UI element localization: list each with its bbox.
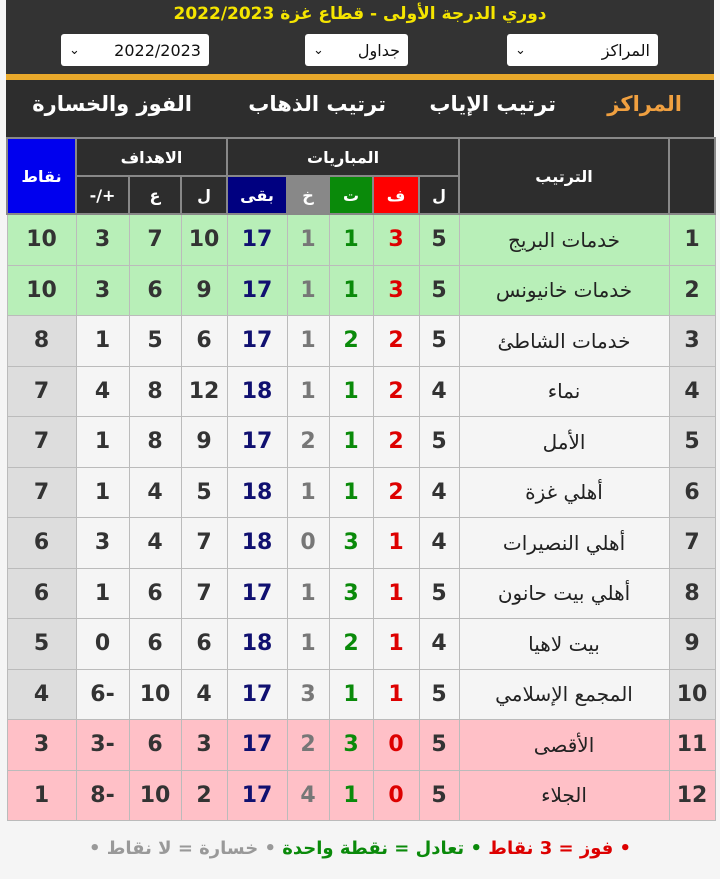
goals-header: الاهداف [76,138,227,176]
losses-cell: 1 [287,214,329,265]
losses-cell: 1 [287,568,329,619]
wins-cell: 1 [373,568,419,619]
played-cell: 4 [419,366,459,417]
goals-for-cell: 6 [181,619,227,670]
losses-cell: 2 [287,417,329,468]
remaining-cell: 17 [227,417,287,468]
draws-cell: 1 [329,669,373,720]
win-header: ف [373,176,419,214]
remaining-cell: 17 [227,265,287,316]
team-name[interactable]: بيت لاهيا [459,619,669,670]
points-header: نقاط [7,138,76,214]
team-name[interactable]: الجلاء [459,770,669,821]
legend-draw: • تعادل = نقطة واحدة [282,838,482,859]
played-header: ل [419,176,459,214]
goals-against-cell: 4 [129,518,181,569]
goal-diff-cell: -3 [76,720,129,771]
tab-bar [6,80,714,137]
goal-diff-cell: 3 [76,214,129,265]
remaining-cell: 17 [227,316,287,367]
goal-diff-cell: 0 [76,619,129,670]
draws-cell: 2 [329,619,373,670]
points-cell: 7 [7,467,76,518]
team-name[interactable]: أهلي غزة [459,467,669,518]
goals-against-cell: 6 [129,720,181,771]
table-row[interactable] [7,619,715,670]
goal-diff-cell: 3 [76,265,129,316]
played-cell: 5 [419,669,459,720]
draw-header: ت [329,176,373,214]
wins-cell: 2 [373,366,419,417]
wins-cell: 0 [373,720,419,771]
team-name[interactable]: خدمات خانيونس [459,265,669,316]
wins-cell: 2 [373,467,419,518]
losses-cell: 1 [287,366,329,417]
points-cell: 4 [7,669,76,720]
table-row[interactable] [7,316,715,367]
goal-diff-cell: 1 [76,316,129,367]
remaining-cell: 18 [227,467,287,518]
goals-for-cell: 9 [181,417,227,468]
played-cell: 4 [419,518,459,569]
played-cell: 5 [419,417,459,468]
draws-cell: 1 [329,467,373,518]
goals-against-cell: 7 [129,214,181,265]
table-row[interactable] [7,417,715,468]
rank-number-header [669,138,715,214]
table-row[interactable] [7,720,715,771]
remaining-cell: 18 [227,366,287,417]
draws-cell: 3 [329,568,373,619]
goals-for-cell: 2 [181,770,227,821]
losses-cell: 2 [287,720,329,771]
page-title: دوري الدرجة الأولى - قطاع غزة 2022/2023 [173,4,547,24]
goal-diff-cell: 1 [76,467,129,518]
goals-for-cell: 3 [181,720,227,771]
points-legend [0,838,720,859]
rank-cell: 1 [669,214,715,265]
matches-header: المباريات [227,138,459,176]
goals-against-cell: 10 [129,770,181,821]
losses-cell: 0 [287,518,329,569]
wins-cell: 1 [373,518,419,569]
table-row[interactable] [7,265,715,316]
points-cell: 6 [7,518,76,569]
points-cell: 6 [7,568,76,619]
played-cell: 5 [419,316,459,367]
wins-cell: 3 [373,214,419,265]
rank-header: الترتيب [459,138,669,214]
goal-diff-cell: 1 [76,417,129,468]
goals-against-cell: 4 [129,467,181,518]
draws-cell: 1 [329,417,373,468]
team-name[interactable]: الأمل [459,417,669,468]
wins-cell: 1 [373,619,419,670]
played-cell: 5 [419,770,459,821]
goals-for-cell: 6 [181,316,227,367]
rank-cell: 8 [669,568,715,619]
points-cell: 7 [7,417,76,468]
wins-cell: 3 [373,265,419,316]
table-row[interactable] [7,770,715,821]
team-name[interactable]: أهلي النصيرات [459,518,669,569]
goal-diff-header: +/- [76,176,129,214]
losses-cell: 1 [287,316,329,367]
goals-for-cell: 5 [181,467,227,518]
legend-win: • فوز = 3 نقاط [488,838,632,859]
team-name[interactable]: خدمات الشاطئ [459,316,669,367]
table-row[interactable] [7,669,715,720]
goals-for-cell: 7 [181,568,227,619]
draws-cell: 1 [329,214,373,265]
played-cell: 4 [419,467,459,518]
rank-cell: 11 [669,720,715,771]
team-name[interactable]: خدمات البريج [459,214,669,265]
goal-diff-cell: 1 [76,568,129,619]
draws-cell: 1 [329,770,373,821]
goals-for-cell: 9 [181,265,227,316]
points-cell: 5 [7,619,76,670]
points-cell: 3 [7,720,76,771]
draws-cell: 1 [329,265,373,316]
rank-cell: 12 [669,770,715,821]
remaining-cell: 17 [227,720,287,771]
goals-for-header: ل [181,176,227,214]
table-row[interactable] [7,214,715,265]
rank-cell: 2 [669,265,715,316]
goals-against-cell: 6 [129,568,181,619]
goals-against-cell: 8 [129,366,181,417]
tab-first-leg[interactable]: ترتيب الذهاب [248,92,386,116]
points-cell: 7 [7,366,76,417]
wins-cell: 1 [373,669,419,720]
goals-against-cell: 6 [129,619,181,670]
chevron-down-icon: ⌄ [313,42,324,58]
draws-cell: 3 [329,720,373,771]
played-cell: 5 [419,568,459,619]
goals-for-cell: 10 [181,214,227,265]
loss-header: خ [287,176,329,214]
rank-cell: 5 [669,417,715,468]
goal-diff-cell: 4 [76,366,129,417]
chevron-down-icon: ⌄ [515,42,526,58]
goal-diff-cell: -6 [76,669,129,720]
view-select[interactable]: ⌄ المراكز [507,34,658,66]
goals-for-cell: 4 [181,669,227,720]
tab-win-loss[interactable]: الفوز والخسارة [32,92,192,116]
header-bar [6,0,714,75]
team-name[interactable]: أهلي بيت حانون [459,568,669,619]
remaining-cell: 17 [227,214,287,265]
points-cell: 8 [7,316,76,367]
remaining-cell: 17 [227,568,287,619]
rank-cell: 6 [669,467,715,518]
played-cell: 5 [419,214,459,265]
team-name[interactable]: المجمع الإسلامي [459,669,669,720]
table-row[interactable] [7,366,715,417]
goals-against-cell: 8 [129,417,181,468]
team-name[interactable]: الأقصى [459,720,669,771]
points-cell: 1 [7,770,76,821]
team-name[interactable]: نماء [459,366,669,417]
points-cell: 10 [7,265,76,316]
goal-diff-cell: 3 [76,518,129,569]
losses-cell: 3 [287,669,329,720]
chevron-down-icon: ⌄ [69,42,80,58]
table-row[interactable] [7,568,715,619]
rank-cell: 4 [669,366,715,417]
table-row[interactable] [7,518,715,569]
remaining-header: بقى [227,176,287,214]
rank-cell: 3 [669,316,715,367]
losses-cell: 1 [287,467,329,518]
wins-cell: 2 [373,417,419,468]
points-cell: 10 [7,214,76,265]
tab-second-leg[interactable]: ترتيب الإياب [429,92,556,116]
goal-diff-cell: -8 [76,770,129,821]
goals-against-cell: 10 [129,669,181,720]
legend-loss: • خسارة = لا نقاط • [88,838,276,859]
wins-cell: 0 [373,770,419,821]
goals-for-cell: 12 [181,366,227,417]
played-cell: 5 [419,720,459,771]
tab-standings[interactable]: المراكز [607,92,682,116]
remaining-cell: 18 [227,518,287,569]
losses-cell: 4 [287,770,329,821]
losses-cell: 1 [287,619,329,670]
table-row[interactable] [7,467,715,518]
draws-cell: 2 [329,316,373,367]
remaining-cell: 17 [227,770,287,821]
goals-against-cell: 5 [129,316,181,367]
standings-table [6,137,716,821]
draws-cell: 1 [329,366,373,417]
remaining-cell: 18 [227,619,287,670]
losses-cell: 1 [287,265,329,316]
rank-cell: 7 [669,518,715,569]
rank-cell: 10 [669,669,715,720]
season-select[interactable]: ⌄ 2022/2023 [61,34,209,66]
wins-cell: 2 [373,316,419,367]
goals-for-cell: 7 [181,518,227,569]
remaining-cell: 17 [227,669,287,720]
goals-against-header: ع [129,176,181,214]
rank-cell: 9 [669,619,715,670]
played-cell: 4 [419,619,459,670]
goals-against-cell: 6 [129,265,181,316]
mode-select[interactable]: ⌄ جداول [305,34,408,66]
played-cell: 5 [419,265,459,316]
draws-cell: 3 [329,518,373,569]
